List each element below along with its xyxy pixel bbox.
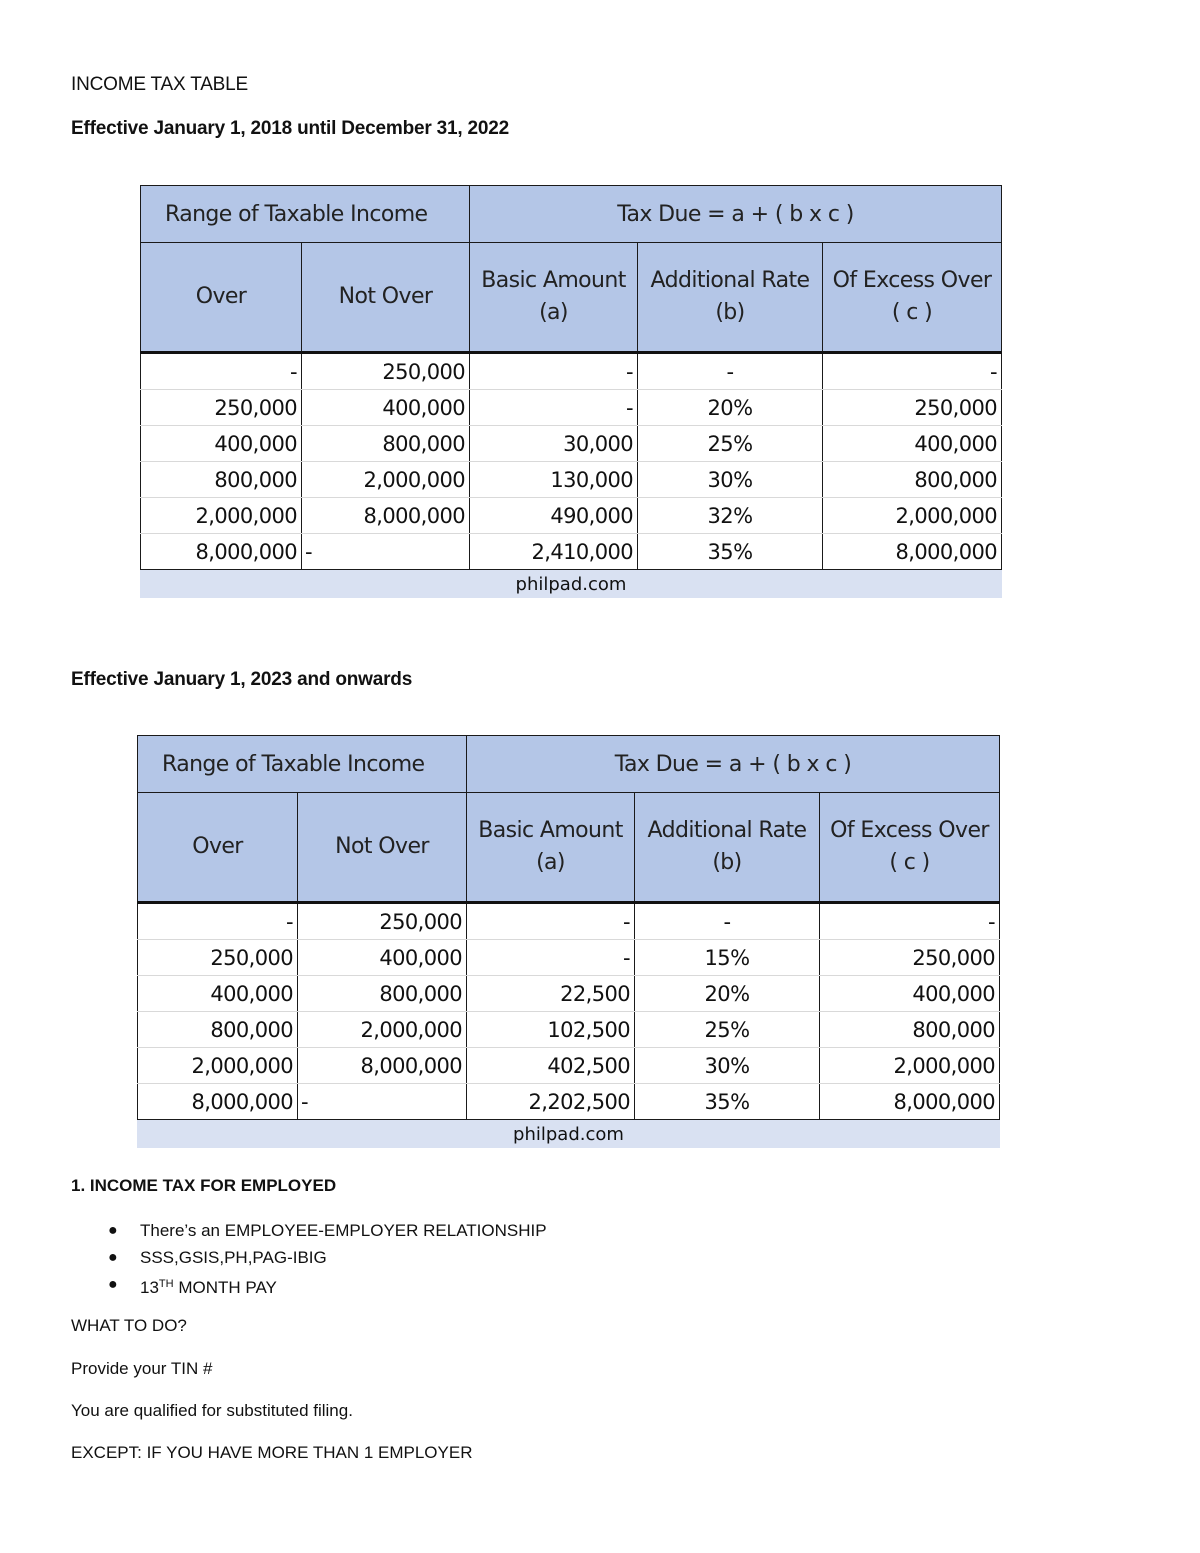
cell-not-over: 800,000	[298, 976, 467, 1012]
cell-basic-amount: 102,500	[467, 1012, 635, 1048]
cell-additional-rate: 20%	[635, 976, 820, 1012]
cell-over: 8,000,000	[141, 534, 302, 570]
cell-excess-over: 250,000	[823, 390, 1002, 426]
cell-excess-over: 800,000	[820, 1012, 1000, 1048]
cell-basic-amount: -	[467, 903, 635, 940]
cell-basic-amount: -	[470, 390, 638, 426]
cell-not-over: 8,000,000	[302, 498, 470, 534]
cell-not-over: 400,000	[298, 940, 467, 976]
cell-additional-rate: 25%	[635, 1012, 820, 1048]
cell-over: 400,000	[141, 426, 302, 462]
cell-not-over: -	[302, 534, 470, 570]
header-tax-due: Tax Due = a + ( b x c )	[467, 736, 1000, 793]
header-range: Range of Taxable Income	[141, 186, 470, 243]
header-excess-over: Of Excess Over ( c )	[820, 793, 1000, 903]
cell-excess-over: 400,000	[823, 426, 1002, 462]
table-row	[141, 390, 1002, 426]
header-tax-due: Tax Due = a + ( b x c )	[470, 186, 1002, 243]
cell-over: 400,000	[138, 976, 298, 1012]
bullet-icon: ●	[108, 1276, 118, 1293]
cell-over: 250,000	[141, 390, 302, 426]
cell-not-over: 400,000	[302, 390, 470, 426]
table-row	[141, 426, 1002, 462]
table-row	[141, 353, 1002, 390]
cell-additional-rate: 30%	[638, 462, 823, 498]
cell-over: 800,000	[138, 1012, 298, 1048]
provide-tin-text: Provide your TIN #	[71, 1359, 213, 1378]
bullet-list	[108, 1217, 547, 1298]
section-title: 1. INCOME TAX FOR EMPLOYED	[71, 1176, 337, 1195]
cell-not-over: 2,000,000	[298, 1012, 467, 1048]
cell-not-over: 800,000	[302, 426, 470, 462]
cell-over: 2,000,000	[141, 498, 302, 534]
bullet-icon: ●	[108, 1249, 118, 1266]
cell-basic-amount: 2,410,000	[470, 534, 638, 570]
cell-over: 250,000	[138, 940, 298, 976]
cell-basic-amount: 130,000	[470, 462, 638, 498]
header-additional-rate: Additional Rate (b)	[638, 243, 823, 353]
table-row	[138, 940, 1000, 976]
cell-not-over: 250,000	[302, 353, 470, 390]
cell-excess-over: 800,000	[823, 462, 1002, 498]
header-over: Over	[138, 793, 298, 903]
cell-excess-over: 400,000	[820, 976, 1000, 1012]
table-row	[141, 498, 1002, 534]
tax-table-2018	[140, 185, 1002, 598]
cell-over: -	[141, 353, 302, 390]
effective-date-2018: Effective January 1, 2018 until December 31, 2022	[71, 118, 509, 139]
header-excess-over: Of Excess Over ( c )	[823, 243, 1002, 353]
cell-basic-amount: 402,500	[467, 1048, 635, 1084]
cell-over: 800,000	[141, 462, 302, 498]
cell-over: -	[138, 903, 298, 940]
table-row	[141, 534, 1002, 570]
header-basic-amount: Basic Amount (a)	[467, 793, 635, 903]
list-item: ● SSS,GSIS,PH,PAG-IBIG	[108, 1244, 547, 1271]
cell-additional-rate: 30%	[635, 1048, 820, 1084]
page-title: INCOME TAX TABLE	[71, 74, 248, 95]
cell-excess-over: 8,000,000	[823, 534, 1002, 570]
header-range: Range of Taxable Income	[138, 736, 467, 793]
cell-not-over: 8,000,000	[298, 1048, 467, 1084]
cell-excess-over: 2,000,000	[823, 498, 1002, 534]
cell-additional-rate: 20%	[638, 390, 823, 426]
watermark-text: philpad.com	[141, 570, 1002, 599]
header-basic-amount: Basic Amount (a)	[470, 243, 638, 353]
cell-not-over: 250,000	[298, 903, 467, 940]
cell-excess-over: 250,000	[820, 940, 1000, 976]
cell-additional-rate: 15%	[635, 940, 820, 976]
cell-basic-amount: 30,000	[470, 426, 638, 462]
except-text: EXCEPT: IF YOU HAVE MORE THAN 1 EMPLOYER	[71, 1443, 473, 1462]
cell-additional-rate: -	[635, 903, 820, 940]
cell-not-over: 2,000,000	[302, 462, 470, 498]
cell-over: 2,000,000	[138, 1048, 298, 1084]
table-row	[138, 1012, 1000, 1048]
table-row	[138, 1084, 1000, 1120]
cell-basic-amount: 22,500	[467, 976, 635, 1012]
cell-excess-over: 8,000,000	[820, 1084, 1000, 1120]
cell-over: 8,000,000	[138, 1084, 298, 1120]
cell-basic-amount: 2,202,500	[467, 1084, 635, 1120]
effective-date-2023: Effective January 1, 2023 and onwards	[71, 669, 413, 690]
cell-not-over: -	[298, 1084, 467, 1120]
cell-basic-amount: 490,000	[470, 498, 638, 534]
bullet-icon: ●	[108, 1222, 118, 1239]
header-not-over: Not Over	[302, 243, 470, 353]
cell-basic-amount: -	[470, 353, 638, 390]
table-row	[138, 903, 1000, 940]
tax-table-2023	[137, 735, 1000, 1148]
header-over: Over	[141, 243, 302, 353]
cell-excess-over: 2,000,000	[820, 1048, 1000, 1084]
table-row	[138, 976, 1000, 1012]
list-item: ● 13TH MONTH PAY	[108, 1271, 547, 1298]
qualified-text: You are qualified for substituted filing.	[71, 1401, 353, 1420]
cell-additional-rate: -	[638, 353, 823, 390]
watermark-text: philpad.com	[138, 1120, 1000, 1149]
cell-basic-amount: -	[467, 940, 635, 976]
header-not-over: Not Over	[298, 793, 467, 903]
header-additional-rate: Additional Rate (b)	[635, 793, 820, 903]
table-row	[138, 1048, 1000, 1084]
cell-additional-rate: 35%	[638, 534, 823, 570]
what-to-do-text: WHAT TO DO?	[71, 1316, 187, 1335]
list-item: ● There’s an EMPLOYEE-EMPLOYER RELATIONSHIP	[108, 1217, 547, 1244]
cell-additional-rate: 32%	[638, 498, 823, 534]
cell-additional-rate: 35%	[635, 1084, 820, 1120]
cell-additional-rate: 25%	[638, 426, 823, 462]
table-row	[141, 462, 1002, 498]
cell-excess-over: -	[823, 353, 1002, 390]
cell-excess-over: -	[820, 903, 1000, 940]
